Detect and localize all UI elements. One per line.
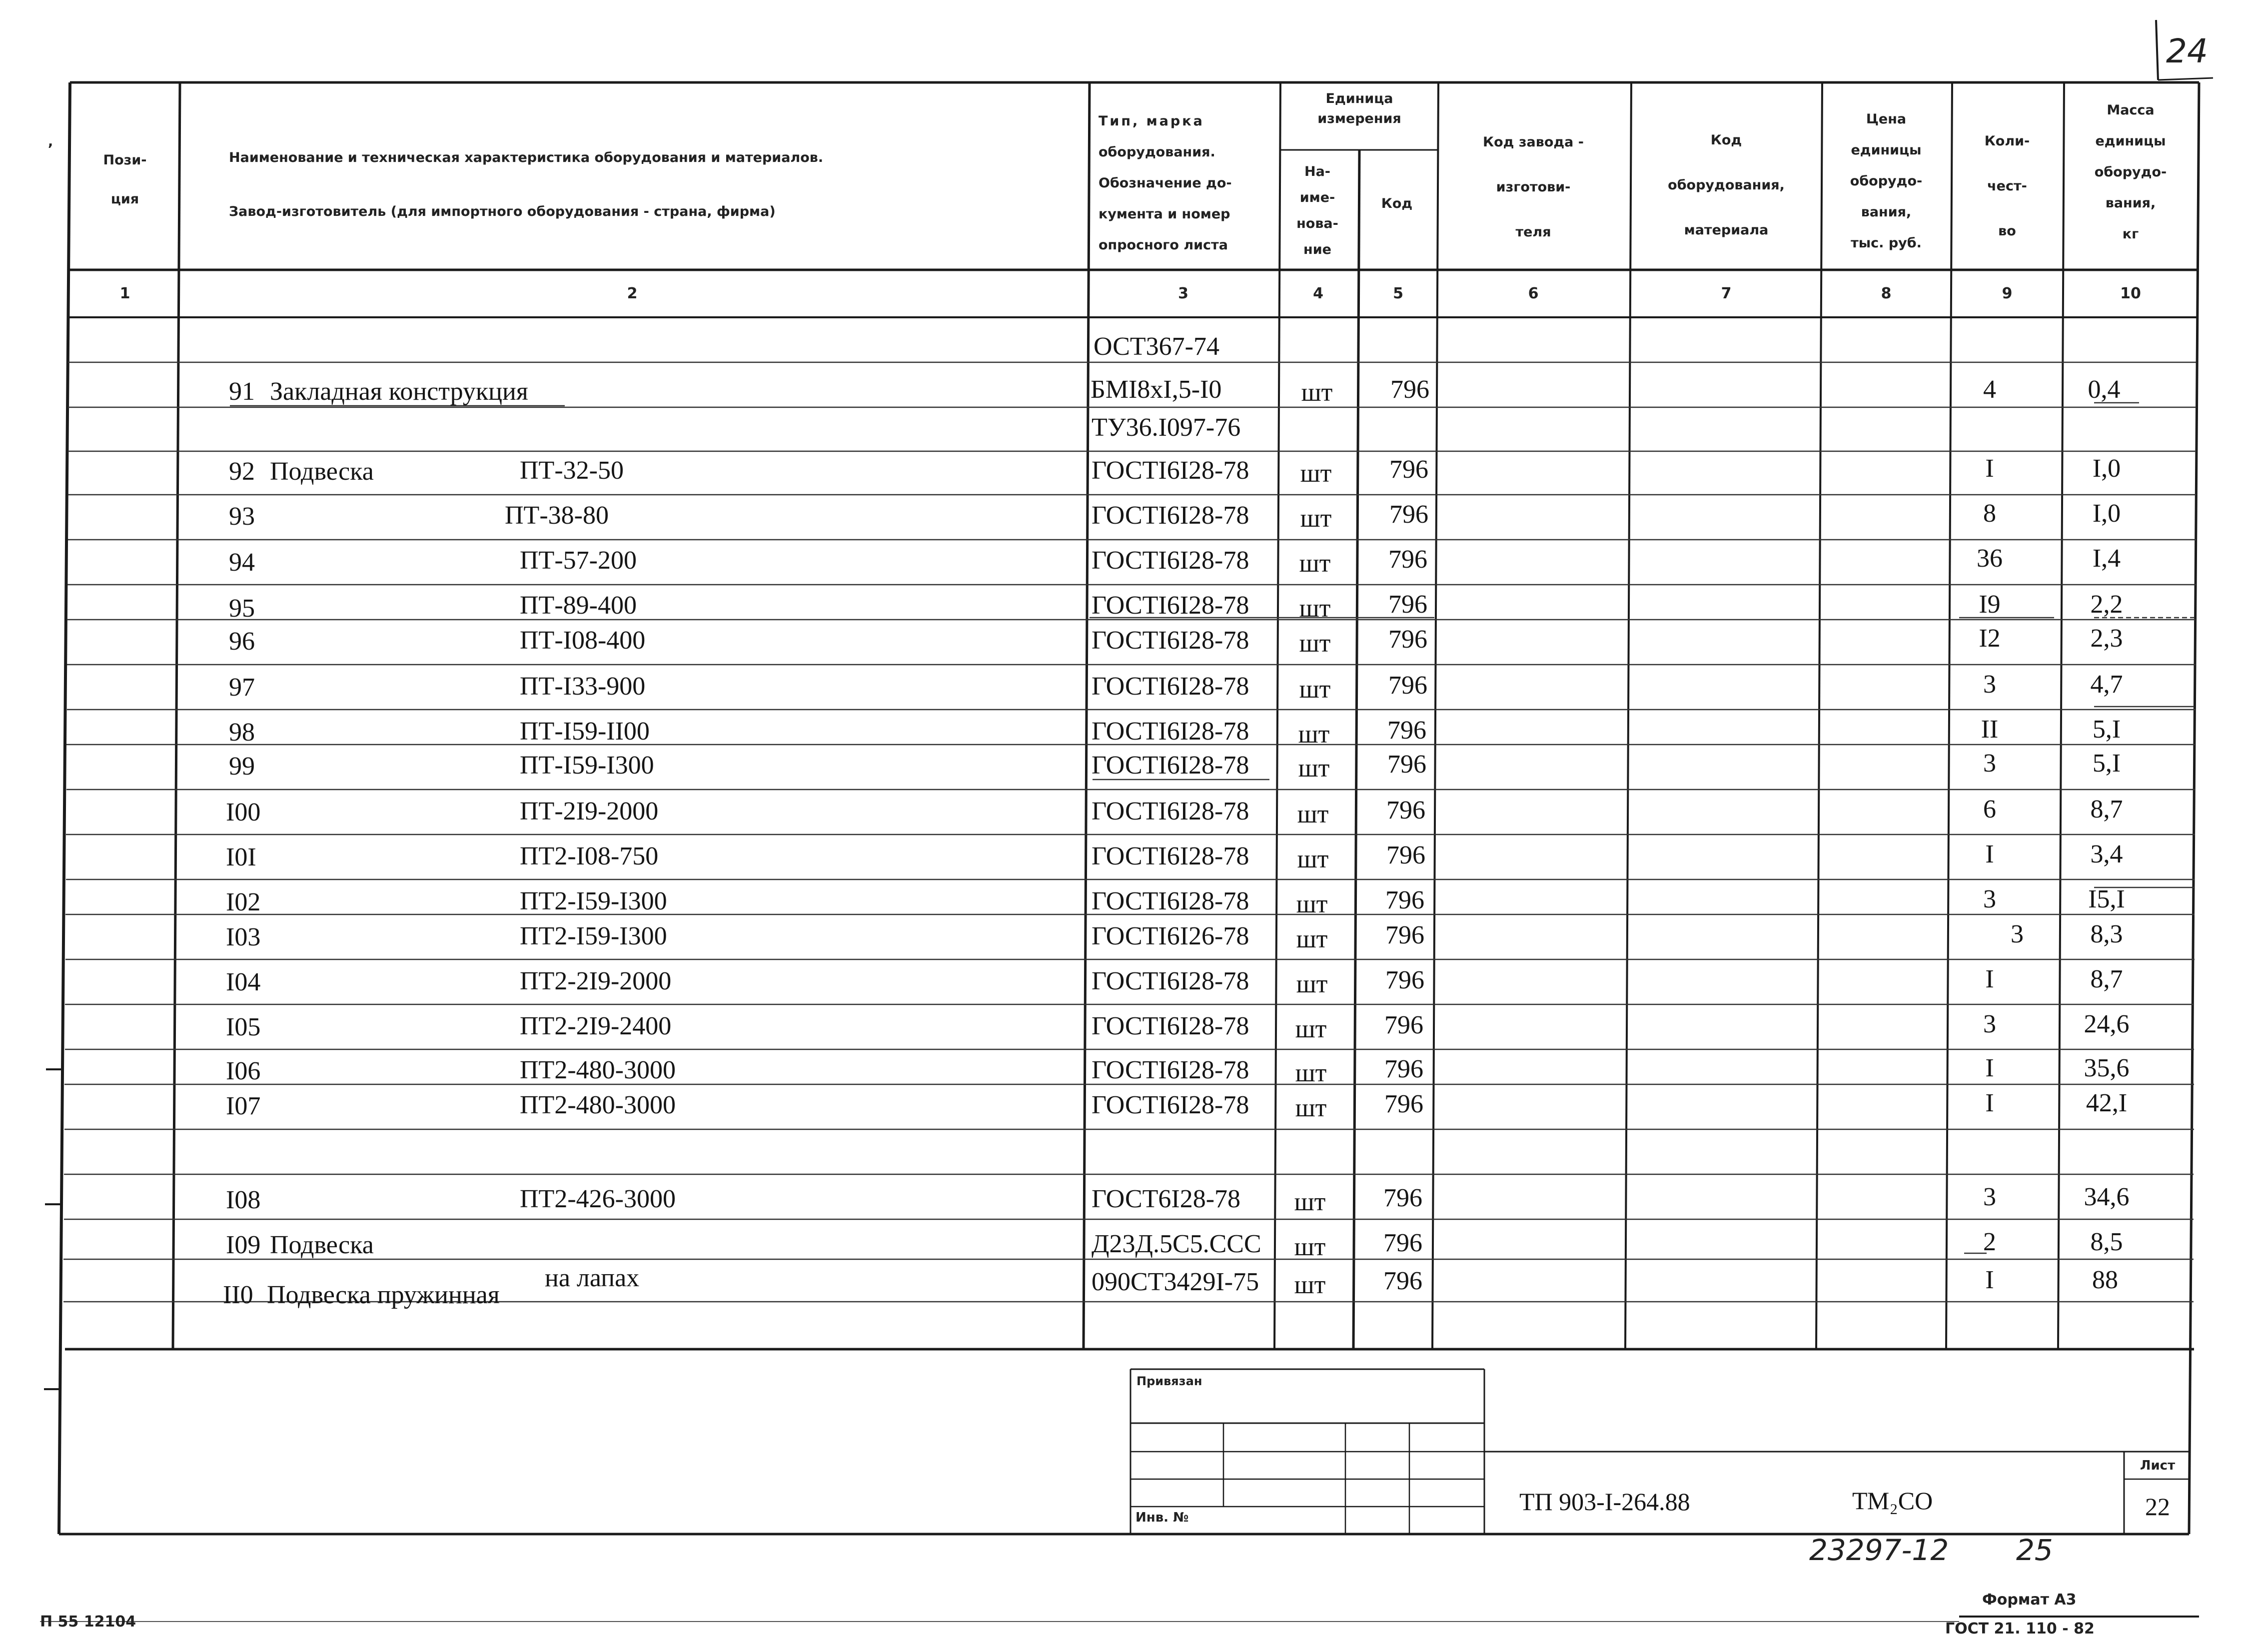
header-line: оборудо- xyxy=(2094,164,2167,180)
cell-model: ПТ-I33-900 xyxy=(520,672,646,701)
cell-qty: I2 xyxy=(1979,624,2001,653)
cell-doc: ГОСТI6I28-78 xyxy=(1092,1091,1249,1119)
cell-unit: шт xyxy=(1300,459,1332,488)
cell-code: 796 xyxy=(1386,796,1425,825)
cell-qty: 3 xyxy=(1983,885,1996,913)
col-number: 6 xyxy=(1528,285,1539,302)
cell-qty: 8 xyxy=(1983,499,1996,528)
cell-doc: ГОСТI6I28-78 xyxy=(1092,967,1249,995)
cell-mass: 0,4 xyxy=(2088,375,2121,404)
cell-name: Подвеска пружинная xyxy=(267,1281,500,1309)
cell-qty: 3 xyxy=(2011,920,2024,948)
cell-model: ПТ-I59-II00 xyxy=(520,717,650,746)
col-number: 1 xyxy=(119,285,130,302)
col-number: 3 xyxy=(1178,285,1188,302)
cell-doc: БМI8хI,5-I0 xyxy=(1091,375,1222,404)
handwritten-inventory-number: 23297-12 xyxy=(1809,1533,1949,1567)
cell-position: 96 xyxy=(229,627,255,656)
cell-doc: ОСТ367-74 xyxy=(1094,332,1219,361)
header-line: кг xyxy=(2122,226,2139,242)
cell-doc: ГОСТI6I28-78 xyxy=(1092,887,1249,915)
cell-qty: I9 xyxy=(1979,590,2001,619)
cell-position: I0I xyxy=(226,843,256,871)
cell-code: 796 xyxy=(1389,455,1428,484)
col-number: 10 xyxy=(2120,285,2141,302)
cell-unit: шт xyxy=(1295,1015,1327,1043)
header-line: Коли- xyxy=(1984,133,2030,149)
header-line: Код xyxy=(1710,132,1742,148)
col-number: 8 xyxy=(1881,285,1892,302)
cell-doc: ГОСТI6I28-78 xyxy=(1092,751,1249,780)
cell-mass: 4,7 xyxy=(2090,670,2123,699)
cell-mass: I,0 xyxy=(2092,454,2121,483)
sheet-number: 22 xyxy=(2145,1493,2170,1521)
cell-mass: 5,I xyxy=(2092,749,2121,778)
cell-mass: 8,7 xyxy=(2090,795,2123,824)
cell-qty: I xyxy=(1985,965,1994,993)
header-line: нова- xyxy=(1296,216,1338,231)
cell-unit: шт xyxy=(1294,1188,1326,1216)
cell-position: I08 xyxy=(226,1186,261,1214)
cell-mass: 35,6 xyxy=(2084,1054,2130,1082)
cell-unit: шт xyxy=(1299,629,1331,658)
cell-code: 796 xyxy=(1385,921,1424,949)
cell-mass: 3,4 xyxy=(2090,840,2123,868)
col-number: 5 xyxy=(1393,285,1403,302)
cell-doc: ГОСТI6I28-78 xyxy=(1092,797,1249,826)
header-line: име- xyxy=(1299,190,1335,205)
cell-position: I05 xyxy=(226,1013,261,1041)
cell-unit: шт xyxy=(1299,675,1331,704)
cell-mass: 42,I xyxy=(2086,1089,2128,1117)
cell-mass: I,0 xyxy=(2092,499,2121,528)
cell-model: ПТ-38-80 xyxy=(505,501,609,530)
cell-doc: ГОСТI6I28-78 xyxy=(1092,546,1249,575)
cell-model: ПТ2-I08-750 xyxy=(520,842,659,870)
cell-position: 93 xyxy=(229,502,255,531)
cell-code: 796 xyxy=(1385,886,1424,914)
cell-unit: шт xyxy=(1298,754,1330,783)
cell-qty: 36 xyxy=(1977,544,2003,573)
header-line: Завод-изготовитель (для импортного оборудования - страна, фирма) xyxy=(229,204,776,219)
title-block-inventory-label: Инв. № xyxy=(1135,1510,1189,1525)
cell-model: на лапах xyxy=(545,1264,640,1292)
header-line: чест- xyxy=(1987,178,2027,194)
handwritten-page-number: 25 xyxy=(2016,1533,2053,1567)
cell-position: II0 xyxy=(223,1281,253,1309)
cell-model: ПТ-57-200 xyxy=(520,546,637,575)
cell-code: 796 xyxy=(1383,1229,1422,1257)
cell-unit: шт xyxy=(1297,845,1329,873)
cell-unit: шт xyxy=(1297,800,1329,828)
cell-doc: ГОСТI6I28-78 xyxy=(1092,1056,1249,1084)
cell-doc: ТУ36.I097-76 xyxy=(1092,413,1241,442)
cell-model: ПТ2-2I9-2000 xyxy=(520,967,672,995)
cell-qty: I xyxy=(1985,1054,1994,1082)
cell-doc: 090СТ3429I-75 xyxy=(1092,1268,1259,1296)
header-line: во xyxy=(1998,223,2016,239)
cell-code: 796 xyxy=(1384,1011,1423,1039)
document-code: ТП 903-I-264.88 xyxy=(1519,1488,1690,1516)
cell-doc: ГОСТI6I28-78 xyxy=(1092,591,1249,620)
cell-unit: шт xyxy=(1296,970,1328,998)
cell-mass: 2,3 xyxy=(2090,624,2123,653)
cell-mass: 2,2 xyxy=(2090,590,2123,619)
cell-model: ПТ-2I9-2000 xyxy=(520,797,659,826)
cell-code: 796 xyxy=(1388,625,1427,654)
cell-unit: шт xyxy=(1299,549,1331,578)
header-line: ние xyxy=(1303,242,1331,257)
cell-doc: ГОСТI6I26-78 xyxy=(1092,922,1249,950)
cell-unit: шт xyxy=(1300,504,1332,533)
cell-model: ПТ-I08-400 xyxy=(520,626,646,655)
header-line: Код xyxy=(1381,196,1413,211)
cell-mass: 24,6 xyxy=(2084,1010,2130,1038)
corner-page-number: 24 xyxy=(2166,32,2208,70)
cell-doc: ГОСТ6I28-78 xyxy=(1092,1185,1241,1213)
cell-qty: I xyxy=(1985,1266,1994,1294)
cell-code: 796 xyxy=(1384,1055,1423,1083)
header-line: Масса xyxy=(2107,102,2155,118)
header-line: Тип, марка xyxy=(1099,113,1204,129)
cell-mass: 5,I xyxy=(2092,715,2121,744)
cell-model: ПТ2-2I9-2400 xyxy=(520,1012,672,1040)
cell-qty: 6 xyxy=(1983,795,1996,824)
header-line: единицы xyxy=(2095,133,2166,149)
cell-unit: шт xyxy=(1294,1271,1326,1299)
cell-doc: ГОСТI6I28-78 xyxy=(1092,626,1249,655)
cell-position: 91 xyxy=(229,377,255,406)
cell-doc: ГОСТI6I28-78 xyxy=(1092,456,1249,485)
cell-position: I07 xyxy=(226,1092,261,1120)
col-number: 4 xyxy=(1313,285,1323,302)
header-line: оборудования, xyxy=(1668,177,1785,193)
header-line: изготови- xyxy=(1496,179,1571,195)
cell-code: 796 xyxy=(1387,750,1426,779)
cell-model: ПТ2-480-3000 xyxy=(520,1056,676,1084)
cell-qty: 3 xyxy=(1983,1010,1996,1038)
sheet-format: Формат А3 xyxy=(1982,1591,2077,1609)
cell-position: 99 xyxy=(229,752,255,781)
cell-qty: I xyxy=(1985,1089,1994,1117)
cell-model: ПТ2-I59-I300 xyxy=(520,887,667,915)
document-suffix: ТМ₂СО xyxy=(1852,1487,1933,1515)
cell-qty: 4 xyxy=(1983,375,1996,404)
cell-mass: 8,3 xyxy=(2090,920,2123,948)
header-line: Цена xyxy=(1866,111,1907,127)
header-line: Единица xyxy=(1325,91,1393,106)
cell-position: 92 xyxy=(229,457,255,486)
cell-code: 796 xyxy=(1388,590,1427,619)
header-line: Наименование и техническая характеристика оборудования и материалов. xyxy=(229,150,824,165)
cell-position: I06 xyxy=(226,1057,261,1085)
header-line: материала xyxy=(1684,222,1769,238)
cell-unit: шт xyxy=(1295,1059,1327,1087)
cell-qty: 3 xyxy=(1983,1183,1996,1211)
col-number: 7 xyxy=(1721,285,1732,302)
sheet-label: Лист xyxy=(2140,1458,2176,1473)
header-line: оборудования. xyxy=(1099,144,1215,160)
cell-position: I04 xyxy=(226,968,261,996)
cell-model: ПТ-89-400 xyxy=(520,591,637,620)
header-line: теля xyxy=(1515,224,1551,240)
header-line: вания, xyxy=(2105,195,2156,211)
cell-doc: ГОСТI6I28-78 xyxy=(1092,1012,1249,1040)
header-line: Обозначение до- xyxy=(1099,175,1232,191)
title-block-attached-label: Привязан xyxy=(1136,1374,1202,1388)
cell-unit: шт xyxy=(1294,1233,1326,1261)
cell-unit: шт xyxy=(1298,720,1330,749)
cell-doc: ГОСТI6I28-78 xyxy=(1092,717,1249,746)
cell-doc: ГОСТI6I28-78 xyxy=(1092,672,1249,701)
header-line: Код завода - xyxy=(1483,134,1584,150)
cell-position: 94 xyxy=(229,548,255,577)
cell-code: 796 xyxy=(1385,966,1424,994)
cell-qty: 2 xyxy=(1983,1228,1996,1256)
cell-code: 796 xyxy=(1389,500,1428,529)
col-number: 9 xyxy=(2002,285,2013,302)
header-line: вания, xyxy=(1861,204,1912,220)
cell-name: Подвеска xyxy=(270,1231,374,1259)
header-line: опросного листа xyxy=(1099,237,1228,253)
cell-mass: 8,5 xyxy=(2090,1228,2123,1256)
side-mark: , xyxy=(48,134,53,149)
cell-mass: 8,7 xyxy=(2090,965,2123,993)
standard-reference: ГОСТ 21. 110 - 82 xyxy=(1945,1620,2095,1638)
cell-position: 95 xyxy=(229,594,255,623)
cell-doc: ГОСТI6I28-78 xyxy=(1092,842,1249,870)
header-line: измерения xyxy=(1317,111,1401,126)
cell-qty: I xyxy=(1985,840,1994,868)
header-line: оборудо- xyxy=(1850,173,1923,189)
cell-position: I03 xyxy=(226,923,261,951)
cell-qty: I xyxy=(1985,454,1994,483)
cell-name: Подвеска xyxy=(270,457,374,486)
cell-position: I02 xyxy=(226,888,261,916)
cell-qty: 3 xyxy=(1983,670,1996,699)
header-line: На- xyxy=(1304,164,1331,179)
cell-doc: ГОСТI6I28-78 xyxy=(1092,501,1249,530)
cell-mass: I5,I xyxy=(2088,885,2125,913)
cell-unit: шт xyxy=(1296,925,1328,953)
cell-unit: шт xyxy=(1299,594,1331,623)
left-footer-code: П 55 12104 xyxy=(40,1613,136,1631)
cell-mass: 88 xyxy=(2092,1266,2118,1294)
header-line: кумента и номер xyxy=(1099,206,1230,222)
cell-code: 796 xyxy=(1388,545,1427,574)
cell-code: 796 xyxy=(1387,716,1426,745)
cell-model: ПТ2-I59-I300 xyxy=(520,922,667,950)
cell-position: 97 xyxy=(229,673,255,702)
cell-code: 796 xyxy=(1383,1184,1422,1212)
cell-name: Закладная конструкция xyxy=(270,377,528,406)
cell-unit: шт xyxy=(1296,890,1328,918)
cell-model: ПТ-I59-I300 xyxy=(520,751,654,780)
cell-code: 796 xyxy=(1386,841,1425,869)
cell-unit: шт xyxy=(1295,1094,1327,1122)
cell-position: I00 xyxy=(226,798,261,826)
cell-model: ПТ2-480-3000 xyxy=(520,1091,676,1119)
cell-model: ПТ2-426-3000 xyxy=(520,1185,676,1213)
cell-code: 796 xyxy=(1383,1267,1422,1295)
cell-model: ПТ-32-50 xyxy=(520,456,624,485)
cell-position: 98 xyxy=(229,718,255,747)
cell-code: 796 xyxy=(1384,1090,1423,1118)
cell-mass: 34,6 xyxy=(2084,1183,2130,1211)
cell-mass: I,4 xyxy=(2092,544,2121,573)
cell-code: 796 xyxy=(1388,671,1427,700)
header-line: тыс. руб. xyxy=(1851,235,1922,251)
cell-qty: II xyxy=(1981,715,1999,744)
cell-position: I09 xyxy=(226,1231,261,1259)
col-number: 2 xyxy=(627,285,638,302)
header-line: Пози- xyxy=(103,152,147,168)
cell-unit: шт xyxy=(1301,378,1333,407)
cell-qty: 3 xyxy=(1983,749,1996,778)
header-line: ция xyxy=(110,191,139,207)
cell-doc: Д23Д.5С5.ССС xyxy=(1092,1230,1261,1258)
header-line: единицы xyxy=(1851,142,1922,158)
cell-code: 796 xyxy=(1390,375,1429,404)
